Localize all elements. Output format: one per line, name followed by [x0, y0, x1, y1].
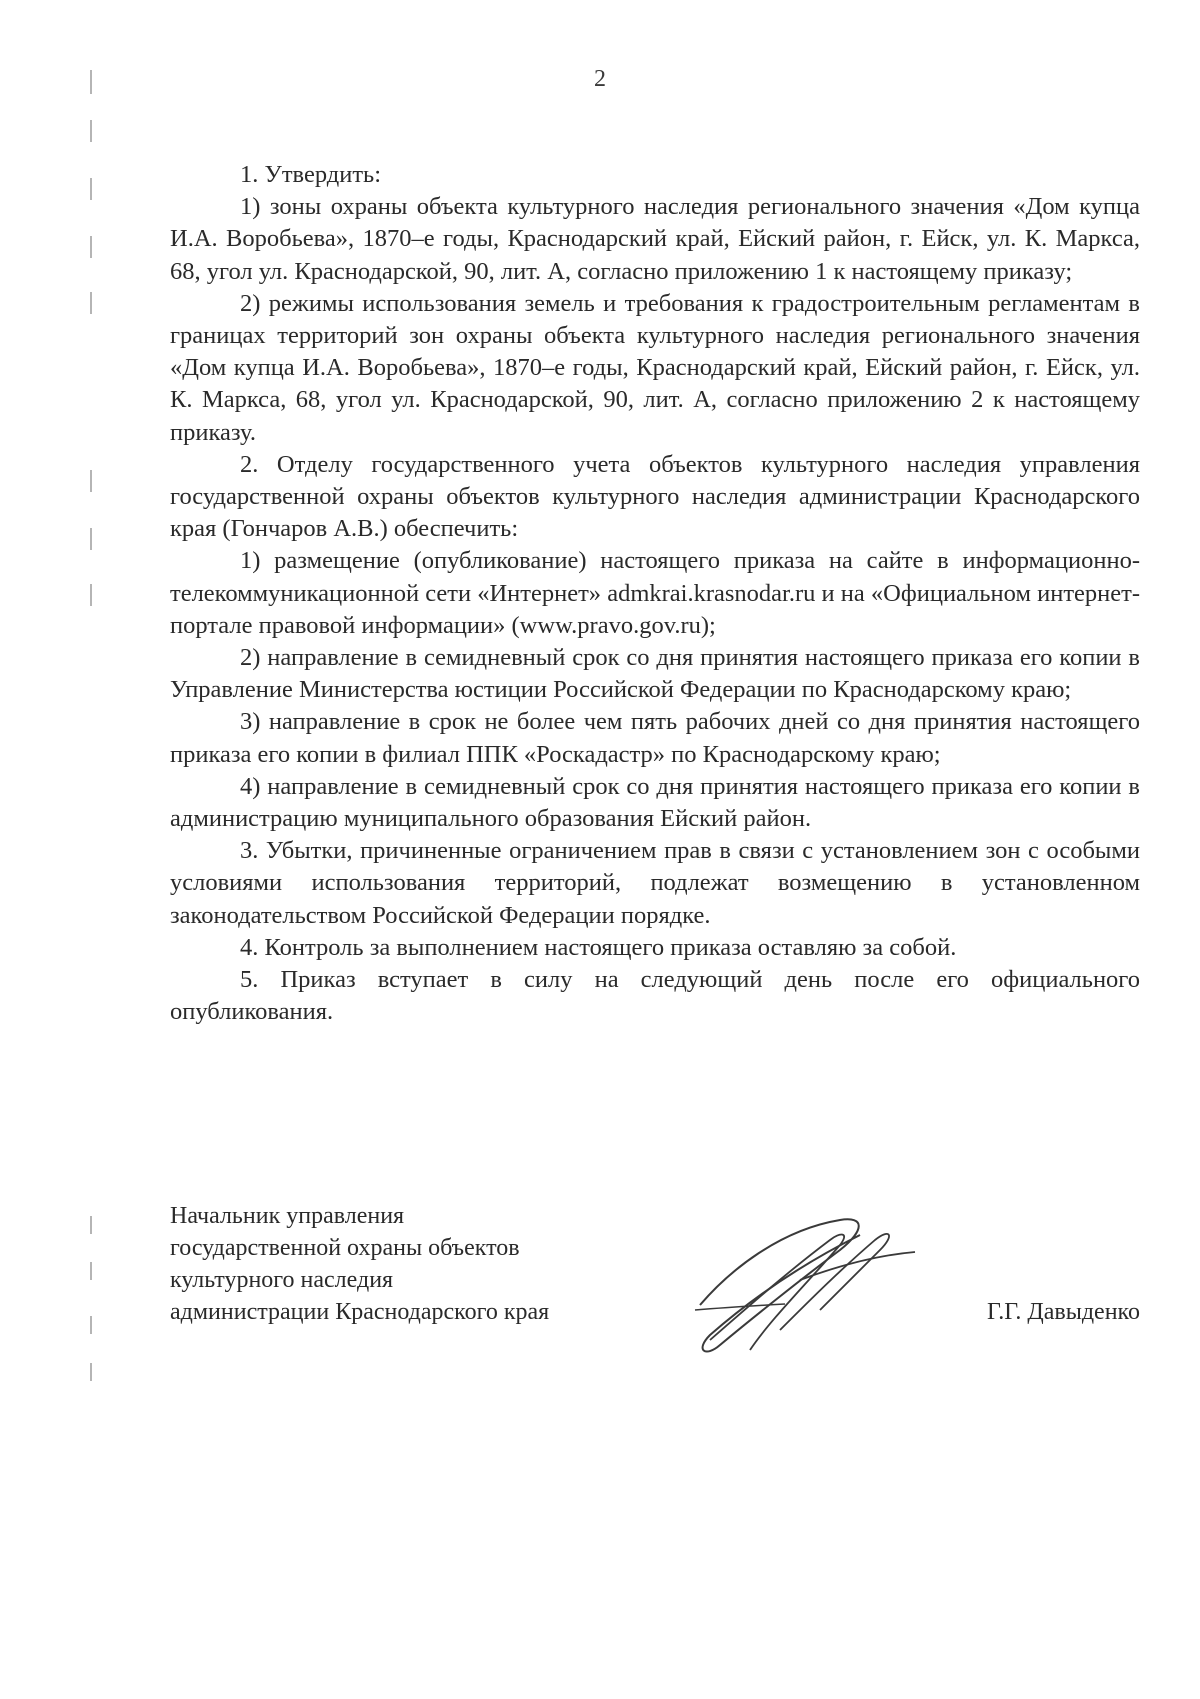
signer-title-line: администрации Краснодарского края	[170, 1299, 550, 1325]
paragraph-department-item-2: 2) направление в семидневный срок со дня принятия настоящего приказа его копии в Управление Министерства юстиции Российской Федерации по Краснодарскому краю;	[170, 644, 1140, 704]
paragraph-approve-item-1: 1) зоны охраны объекта культурного наследия регионального значения «Дом купца И.А. Воробьева», 1870–е годы, Краснодарский край, Ейский район, г. Ейск, ул. К. Маркса, 68, угол ул. Краснодарской, 90, лит. А, согласно приложению 1 к настоящему приказу;	[170, 193, 1140, 285]
paragraph-losses: 3. Убытки, причиненные ограничением прав в связи с установлением зон с особыми условиями использования территорий, подлежат возмещению в установленном законодательством Российской Федерации порядке.	[170, 837, 1140, 929]
paragraph-department-order: 2. Отделу государственного учета объектов культурного наследия управления государственной охраны объектов культурного наследия администрации Краснодарского края (Гончаров А.В.) обеспечить:	[170, 450, 1140, 543]
handwritten-signature	[690, 1210, 920, 1360]
signer-title-line: культурного наследия	[170, 1267, 394, 1293]
signer-title-line: Начальник управления	[170, 1203, 405, 1229]
paragraph-approve-item-2: 2) режимы использования земель и требования к градостроительным регламентам в границах территорий зон охраны объекта культурного наследия регионального значения «Дом купца И.А. Воробьева», 1870–е годы, Краснодарский край, Ейский район, г. Ейск, ул. К. Маркса, 68, угол ул. Краснодарской, 90, лит. А, согласно приложению 2 к настоящему приказу.	[170, 289, 1140, 446]
paragraph-department-item-3: 3) направление в срок не более чем пять рабочих дней со дня принятия настоящего приказа его копии в филиал ППК «Роскадастр» по Краснодарскому краю;	[170, 708, 1140, 768]
paragraph-control: 4. Контроль за выполнением настоящего приказа оставляю за собой.	[240, 933, 957, 961]
signer-name: Г.Г. Давыденко	[987, 1299, 1140, 1325]
paragraph-approve: 1. Утвердить:	[240, 161, 382, 188]
signer-title-line: государственной охраны объектов	[170, 1235, 520, 1261]
page-number: 2	[594, 66, 606, 92]
document-body	[170, 159, 1140, 1028]
paragraph-department-item-1: 1) размещение (опубликование) настоящего приказа на сайте в информационно-телекоммуникационной сети «Интернет» admkrai.krasnodar.ru и на «Официальном интернет-портале правовой информации» (www.pravo.gov.ru);	[170, 547, 1140, 639]
signer-title	[170, 1200, 549, 1328]
paragraph-department-item-4: 4) направление в семидневный срок со дня принятия настоящего приказа его копии в администрацию муниципального образования Ейский район.	[170, 772, 1140, 833]
scan-edge-marks	[90, 0, 94, 1699]
paragraph-effective-date: 5. Приказ вступает в силу на следующий день после его официального опубликования.	[170, 966, 1140, 1026]
